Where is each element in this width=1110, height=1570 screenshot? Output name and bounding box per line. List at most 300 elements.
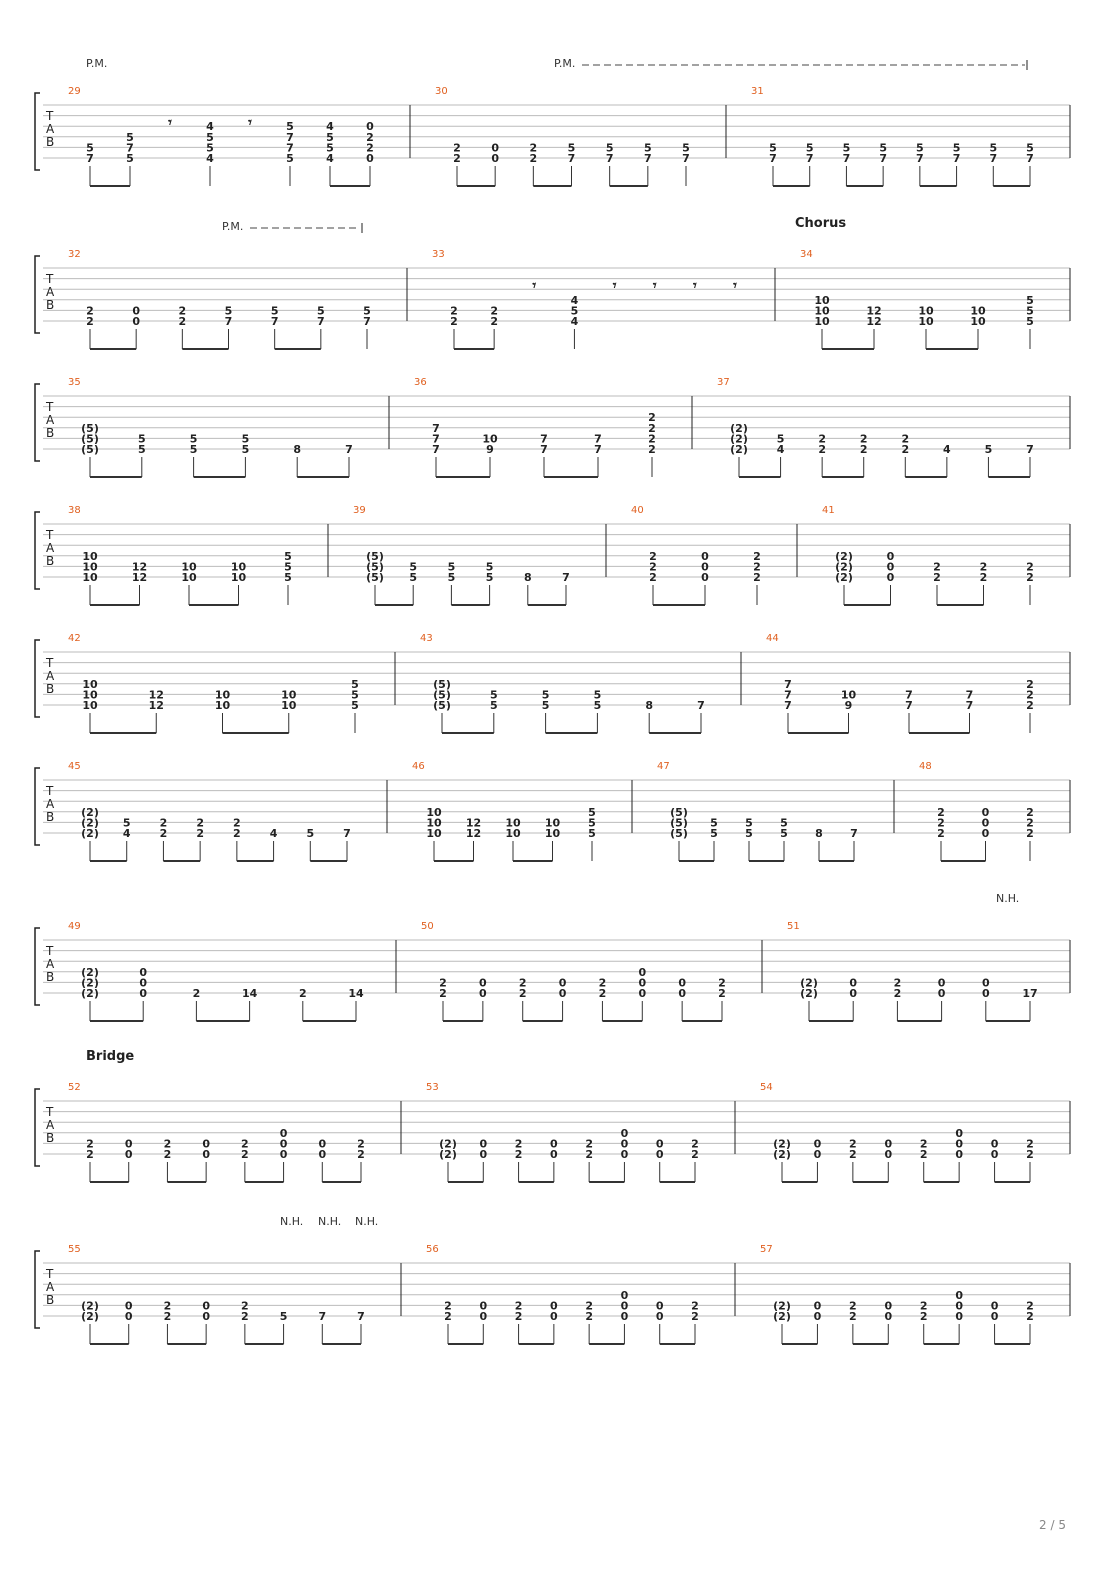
fret-number: 0	[620, 1310, 629, 1323]
fret-number: 0	[813, 1299, 822, 1313]
fret-number: 2	[357, 1137, 365, 1151]
eighth-rest: 𝄾	[612, 278, 617, 294]
fret-number: 0	[366, 152, 374, 165]
fret-number: 7	[784, 688, 792, 702]
measure-number: 29	[68, 86, 81, 97]
section-title: Bridge	[86, 1049, 135, 1064]
fret-number: 5	[284, 571, 292, 584]
fret-number: 0	[479, 1299, 488, 1313]
fret-number: 10	[181, 560, 197, 574]
fret-number: 2	[196, 816, 204, 830]
fret-number: 0	[955, 1299, 963, 1313]
fret-number: 0	[550, 1137, 558, 1151]
fret-number: (5)	[433, 688, 451, 702]
measure-number: 35	[68, 377, 81, 388]
fret-number: (2)	[773, 1148, 791, 1161]
fret-number: 8	[815, 827, 823, 840]
tab-clef-letter: A	[46, 797, 55, 811]
fret-number: 2	[648, 443, 656, 456]
fret-number: 5	[270, 304, 279, 318]
fret-number: (2)	[81, 805, 99, 819]
fret-number: 7	[989, 152, 998, 165]
fret-number: 0	[849, 987, 858, 1000]
fret-number: 2	[86, 315, 94, 328]
technique-annotation: N.H.	[318, 1215, 342, 1228]
fret-number: 2	[979, 560, 988, 574]
fret-number: (5)	[433, 699, 451, 712]
fret-number: 0	[550, 1148, 558, 1161]
fret-number: 2	[585, 1310, 593, 1323]
fret-number: 14	[348, 987, 364, 1000]
fret-number: 7	[345, 443, 353, 456]
fret-number: 8	[293, 443, 302, 456]
fret-number: 7	[879, 152, 887, 165]
tab-clef-letter: T	[46, 528, 54, 542]
fret-number: 7	[286, 130, 294, 144]
measure-number: 33	[432, 249, 445, 260]
tab-clef-letter: B	[46, 426, 55, 440]
eighth-rest: 𝄾	[652, 278, 657, 294]
fret-number: 5	[126, 130, 134, 144]
fret-number: 5	[769, 141, 777, 155]
fret-number: 0	[558, 987, 567, 1000]
fret-number: 2	[233, 827, 241, 840]
fret-number: 0	[701, 549, 709, 563]
fret-number: 2	[450, 304, 458, 318]
fret-number: 12	[866, 304, 882, 318]
page-number: 2 / 5	[1039, 1518, 1066, 1532]
measure-number: 34	[800, 249, 813, 260]
fret-number: 5	[541, 699, 550, 712]
fret-number: 7	[594, 443, 602, 456]
technique-annotation: N.H.	[355, 1215, 379, 1228]
fret-number: 0	[886, 571, 895, 584]
fret-number: 10	[970, 304, 986, 318]
fret-number: 2	[163, 1310, 172, 1323]
fret-number: (5)	[81, 443, 99, 456]
fret-number: 5	[588, 805, 596, 819]
fret-number: (5)	[366, 560, 384, 574]
fret-number: 10	[82, 677, 98, 691]
tab-clef-letter: B	[46, 682, 55, 696]
fret-number: 10	[814, 315, 830, 328]
fret-number: 10	[281, 699, 297, 712]
tab-clef-letter: T	[46, 109, 54, 123]
fret-number: 5	[351, 699, 359, 712]
measure-number: 43	[420, 633, 433, 644]
fret-number: 2	[514, 1299, 523, 1313]
fret-number: 5	[122, 816, 131, 830]
fret-number: 7	[1026, 443, 1034, 456]
fret-number: 7	[540, 432, 548, 446]
fret-number: 2	[1026, 805, 1034, 819]
fret-number: 7	[784, 677, 792, 691]
fret-number: 2	[163, 1137, 172, 1151]
fret-number: 8	[523, 571, 532, 584]
measure-number: 31	[751, 86, 764, 97]
fret-number: 7	[965, 688, 974, 702]
fret-number: 10	[82, 571, 98, 584]
fret-number: 5	[1026, 141, 1034, 155]
fret-number: 2	[453, 152, 461, 165]
fret-number: 2	[937, 816, 945, 830]
fret-number: 7	[842, 152, 851, 165]
fret-number: 0	[479, 1148, 488, 1161]
fret-number: (2)	[439, 1137, 457, 1151]
fret-number: (2)	[773, 1137, 791, 1151]
fret-number: 2	[1026, 1137, 1034, 1151]
fret-number: 7	[952, 152, 961, 165]
fret-number: 5	[916, 141, 924, 155]
fret-number: 7	[86, 152, 94, 165]
fret-number: 5	[745, 816, 753, 830]
tab-clef-letter: T	[46, 400, 54, 414]
fret-number: 0	[981, 987, 990, 1000]
fret-number: 2	[849, 1299, 857, 1313]
tab-clef-letter: B	[46, 1293, 55, 1307]
measure-number: 40	[631, 505, 644, 516]
fret-number: 10	[970, 315, 986, 328]
fret-number: (2)	[81, 965, 99, 979]
fret-number: 10	[814, 304, 830, 318]
fret-number: (2)	[800, 976, 818, 990]
fret-number: 2	[718, 987, 726, 1000]
fret-number: 0	[849, 976, 858, 990]
fret-number: 5	[745, 827, 753, 840]
fret-number: 2	[233, 816, 241, 830]
fret-number: 7	[784, 699, 792, 712]
fret-number: 5	[682, 141, 690, 155]
fret-number: (5)	[366, 571, 384, 584]
fret-number: 5	[241, 443, 250, 456]
eighth-rest: 𝄾	[248, 115, 252, 131]
fret-number: 2	[818, 443, 826, 456]
fret-number: 10	[482, 432, 498, 446]
tab-clef-letter: T	[46, 272, 54, 286]
measure-number: 39	[353, 505, 366, 516]
fret-number: 2	[598, 987, 607, 1000]
fret-number: 10	[544, 816, 561, 830]
fret-number: 2	[163, 1299, 172, 1313]
fret-number: 7	[594, 432, 602, 446]
fret-number: 9	[486, 443, 494, 456]
fret-number: 2	[753, 549, 761, 563]
fret-number: 5	[224, 304, 233, 318]
fret-number: 2	[1026, 1148, 1034, 1161]
fret-number: 2	[919, 1299, 928, 1313]
fret-number: 2	[1026, 816, 1034, 830]
fret-number: 0	[202, 1137, 210, 1151]
fret-number: 0	[955, 1148, 963, 1161]
fret-number: 7	[905, 688, 913, 702]
fret-number: (2)	[800, 987, 818, 1000]
fret-number: 5	[137, 443, 146, 456]
fret-number: 0	[279, 1148, 288, 1161]
fret-number: 0	[550, 1310, 558, 1323]
fret-number: 2	[1026, 827, 1034, 840]
fret-number: 4	[570, 293, 579, 307]
fret-number: 0	[202, 1299, 210, 1313]
fret-number: 2	[298, 987, 307, 1000]
fret-number: 10	[281, 688, 297, 702]
fret-number: 2	[1026, 688, 1034, 702]
fret-number: 2	[1026, 560, 1034, 574]
fret-number: 5	[588, 816, 596, 830]
fret-number: 2	[893, 976, 902, 990]
measure-number: 37	[717, 377, 730, 388]
fret-number: (2)	[835, 549, 853, 563]
tab-clef-letter: B	[46, 554, 55, 568]
tab-clef-letter: A	[46, 413, 55, 427]
fret-number: 7	[916, 152, 924, 165]
fret-number: 2	[514, 1137, 523, 1151]
fret-number: 7	[644, 152, 652, 165]
fret-number: 7	[343, 827, 351, 840]
fret-number: 0	[701, 560, 709, 574]
eighth-rest: 𝄾	[692, 278, 697, 294]
fret-number: 2	[159, 827, 168, 840]
fret-number: 7	[432, 432, 440, 446]
fret-number: 0	[638, 965, 647, 979]
fret-number: 4	[326, 120, 334, 134]
fret-number: 10	[426, 816, 442, 830]
fret-number: 2	[241, 1310, 249, 1323]
measure-number: 57	[760, 1244, 773, 1255]
fret-number: 7	[905, 699, 913, 712]
fret-number: 10	[840, 688, 857, 702]
fret-number: 0	[202, 1148, 210, 1161]
fret-number: 2	[933, 571, 941, 584]
fret-number: 5	[1026, 293, 1034, 307]
fret-number: 2	[159, 816, 168, 830]
fret-number: 12	[465, 827, 482, 840]
fret-number: 2	[598, 976, 607, 990]
fret-number: 0	[318, 1148, 327, 1161]
fret-number: 2	[529, 141, 538, 155]
fret-number: 2	[1026, 699, 1034, 712]
fret-number: 2	[450, 315, 458, 328]
fret-number: 5	[780, 816, 788, 830]
fret-number: 0	[886, 549, 895, 563]
fret-number: 5	[593, 699, 602, 712]
fret-number: 0	[884, 1148, 893, 1161]
fret-number: 0	[124, 1148, 133, 1161]
fret-number: 10	[82, 688, 98, 702]
fret-number: 2	[818, 432, 826, 446]
fret-number: 5	[351, 688, 359, 702]
fret-number: 5	[842, 141, 851, 155]
fret-number: 5	[984, 443, 993, 456]
tab-clef-letter: A	[46, 957, 55, 971]
fret-number: 10	[918, 304, 934, 318]
fret-number: 0	[813, 1137, 822, 1151]
measure-number: 45	[68, 761, 81, 772]
fret-number: 5	[279, 1310, 288, 1323]
fret-number: (2)	[773, 1299, 791, 1313]
tab-clef-letter: T	[46, 1267, 54, 1281]
fret-number: 2	[933, 560, 941, 574]
fret-number: (5)	[366, 549, 384, 563]
fret-number: 2	[585, 1148, 593, 1161]
tab-clef-letter: B	[46, 810, 55, 824]
fret-number: (5)	[81, 421, 99, 435]
fret-number: 2	[919, 1148, 928, 1161]
fret-number: 2	[514, 1148, 523, 1161]
fret-number: 2	[86, 1137, 94, 1151]
fret-number: 0	[491, 141, 499, 155]
fret-number: 0	[279, 1126, 288, 1140]
tab-clef-letter: A	[46, 285, 55, 299]
fret-number: 0	[638, 987, 647, 1000]
fret-number: 5	[326, 130, 334, 144]
measure-number: 49	[68, 921, 81, 932]
fret-number: 4	[269, 827, 278, 840]
fret-number: 5	[189, 432, 198, 446]
fret-number: 5	[447, 560, 456, 574]
fret-number: 2	[919, 1137, 928, 1151]
fret-number: 10	[505, 816, 521, 830]
fret-number: 0	[620, 1288, 629, 1302]
fret-number: 5	[644, 141, 652, 155]
fret-number: 4	[776, 443, 785, 456]
fret-number: 7	[769, 152, 777, 165]
fret-number: 7	[1026, 152, 1034, 165]
fret-number: 12	[148, 688, 164, 702]
fret-number: 2	[585, 1137, 593, 1151]
fret-number: 7	[850, 827, 858, 840]
fret-number: 7	[432, 421, 440, 435]
fret-number: 0	[479, 976, 487, 990]
fret-number: 0	[937, 987, 946, 1000]
fret-number: 10	[426, 805, 442, 819]
fret-number: 2	[901, 443, 910, 456]
fret-number: 0	[550, 1299, 558, 1313]
fret-number: 12	[148, 699, 164, 712]
fret-number: 0	[139, 976, 148, 990]
fret-number: (2)	[81, 1310, 99, 1323]
tab-clef-letter: A	[46, 122, 55, 136]
eighth-rest: 𝄾	[168, 115, 172, 131]
fret-number: 2	[648, 411, 656, 425]
fret-number: 2	[86, 304, 94, 318]
fret-number: 0	[981, 827, 990, 840]
fret-number: 10	[918, 315, 934, 328]
fret-number: 2	[648, 421, 656, 435]
fret-number: 0	[139, 965, 148, 979]
fret-number: 2	[178, 304, 187, 318]
fret-number: 0	[479, 987, 487, 1000]
fret-number: 2	[192, 987, 201, 1000]
fret-number: 2	[86, 1148, 94, 1161]
fret-number: 14	[241, 987, 258, 1000]
fret-number: 4	[943, 443, 951, 456]
fret-number: 5	[485, 560, 494, 574]
fret-number: 7	[363, 315, 371, 328]
fret-number: (2)	[730, 421, 748, 435]
fret-number: 0	[886, 560, 895, 574]
fret-number: 0	[955, 1288, 963, 1302]
fret-number: 5	[447, 571, 456, 584]
fret-number: 0	[655, 1148, 664, 1161]
fret-number: 12	[866, 315, 882, 328]
fret-number: 2	[649, 549, 657, 563]
fret-number: 0	[990, 1299, 999, 1313]
fret-number: 2	[518, 987, 527, 1000]
fret-number: 2	[893, 987, 902, 1000]
tab-clef-letter: B	[46, 298, 55, 312]
fret-number: 2	[691, 1299, 699, 1313]
tab-clef-letter: A	[46, 669, 55, 683]
technique-annotation: N.H.	[280, 1215, 304, 1228]
fret-number: 10	[814, 293, 830, 307]
fret-number: 2	[718, 976, 726, 990]
fret-number: 2	[241, 1137, 249, 1151]
fret-number: 5	[206, 130, 214, 144]
measure-number: 54	[760, 1082, 773, 1093]
fret-number: 0	[955, 1126, 963, 1140]
fret-number: 9	[844, 699, 853, 712]
fret-number: 7	[357, 1310, 365, 1323]
fret-number: 5	[989, 141, 998, 155]
fret-number: 0	[990, 1310, 999, 1323]
technique-annotation: P.M.	[554, 57, 576, 70]
fret-number: 0	[990, 1148, 999, 1161]
fret-number: 2	[514, 1310, 523, 1323]
fret-number: 10	[82, 549, 98, 563]
measure-number: 50	[421, 921, 434, 932]
tab-clef-letter: T	[46, 656, 54, 670]
measure-number: 42	[68, 633, 81, 644]
fret-number: 5	[710, 827, 718, 840]
fret-number: 0	[366, 120, 374, 134]
fret-number: 0	[678, 987, 686, 1000]
fret-number: 12	[465, 816, 482, 830]
fret-number: 7	[567, 152, 576, 165]
fret-number: 0	[132, 304, 140, 318]
measure-number: 56	[426, 1244, 439, 1255]
fret-number: 5	[567, 141, 576, 155]
tab-clef-letter: A	[46, 1118, 55, 1132]
tab-clef-letter: A	[46, 541, 55, 555]
fret-number: 0	[479, 1137, 488, 1151]
fret-number: 0	[955, 1310, 963, 1323]
tab-clef-letter: A	[46, 1280, 55, 1294]
fret-number: 2	[849, 1137, 857, 1151]
system-bracket	[35, 1251, 40, 1328]
fret-number: 0	[124, 1137, 133, 1151]
fret-number: 2	[453, 141, 461, 155]
fret-number: 5	[206, 141, 214, 155]
tab-clef-letter: B	[46, 1131, 55, 1145]
measure-number: 47	[657, 761, 670, 772]
fret-number: 7	[562, 571, 570, 584]
measure-number: 30	[435, 86, 448, 97]
fret-number: 0	[678, 976, 686, 990]
tab-clef-letter: T	[46, 784, 54, 798]
fret-number: (2)	[81, 1299, 99, 1313]
fret-number: 5	[710, 816, 718, 830]
fret-number: 2	[444, 1299, 452, 1313]
fret-number: 0	[655, 1299, 664, 1313]
fret-number: 5	[570, 304, 579, 318]
fret-number: 10	[82, 699, 98, 712]
fret-number: 17	[1022, 987, 1038, 1000]
fret-number: 5	[189, 443, 198, 456]
fret-number: (2)	[81, 976, 99, 990]
fret-number: 5	[137, 432, 146, 446]
fret-number: 2	[1026, 677, 1034, 691]
technique-annotation: P.M.	[86, 57, 108, 70]
